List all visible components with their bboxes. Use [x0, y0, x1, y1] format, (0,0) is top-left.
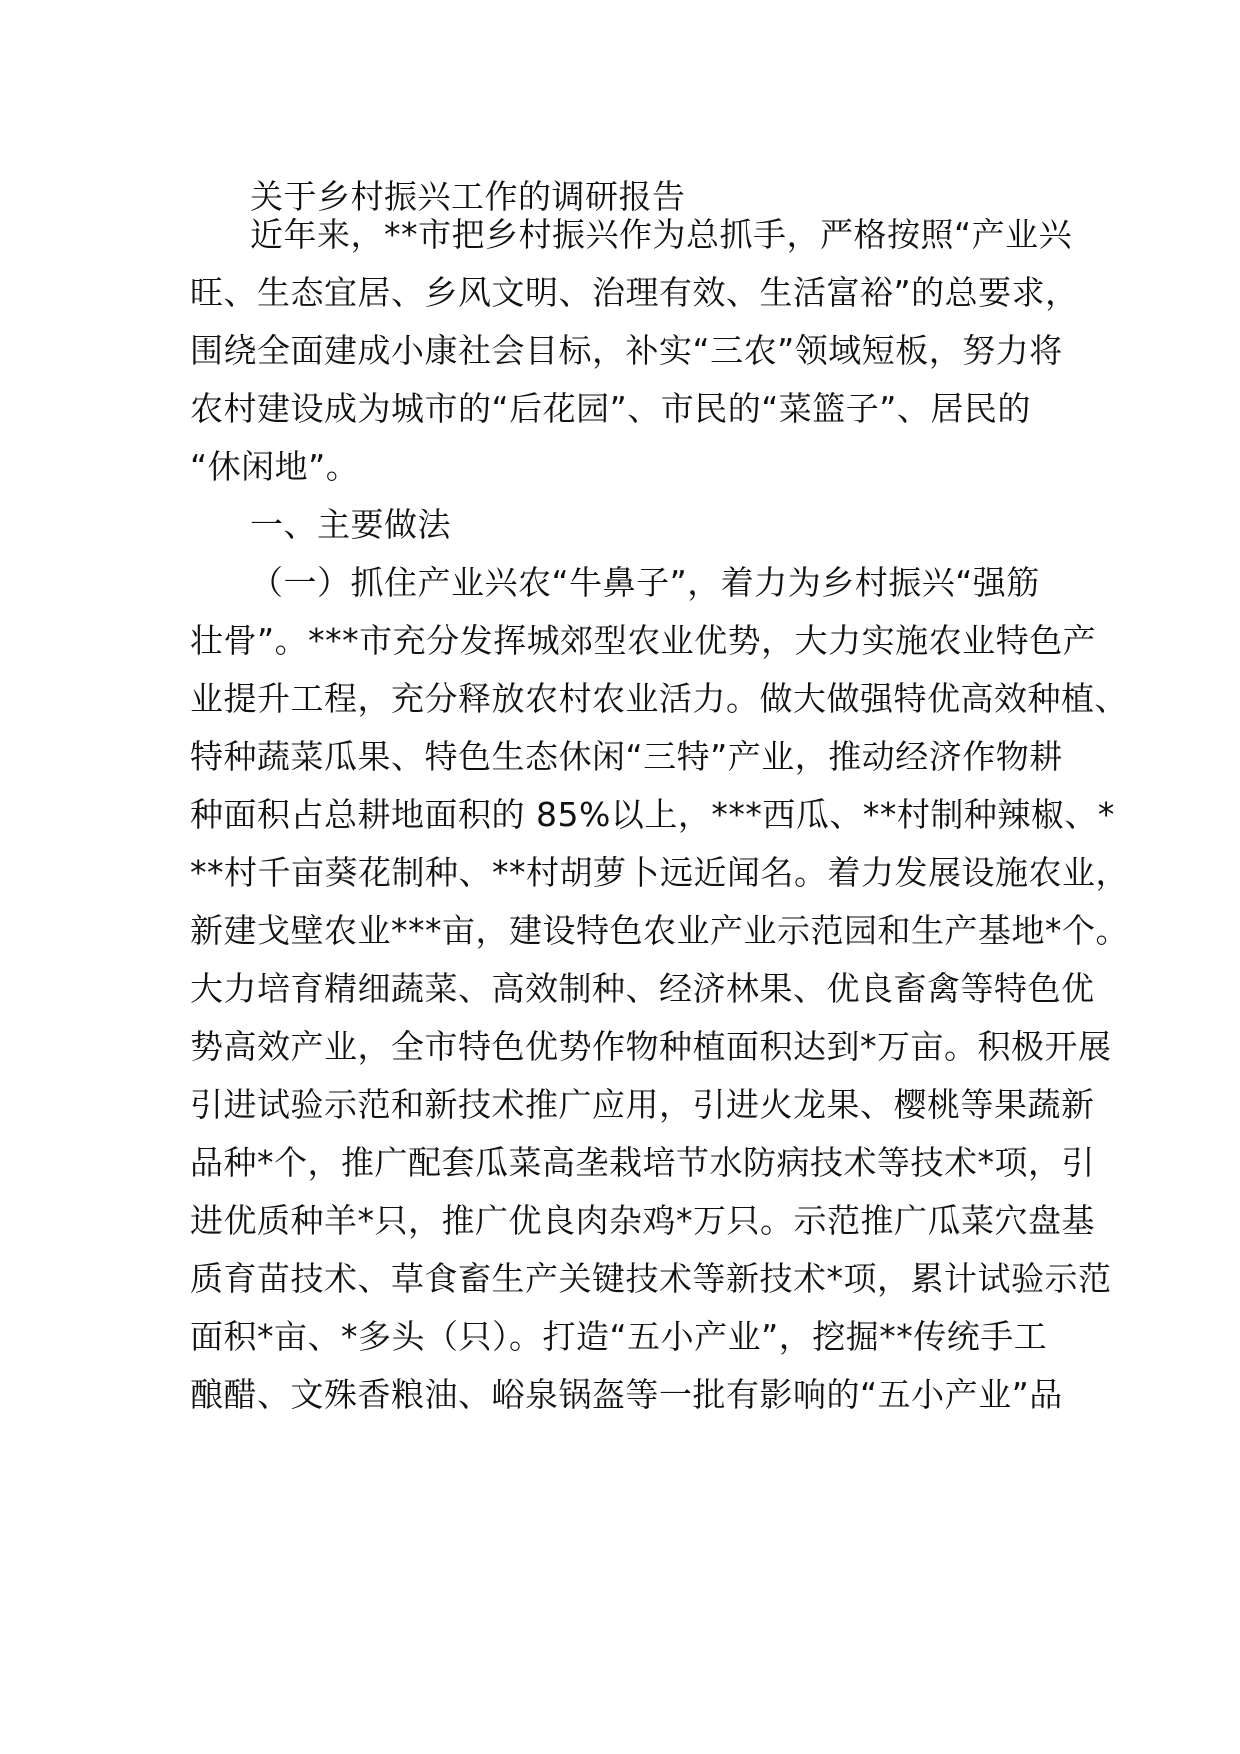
subsection-heading-line: （一）抓住产业兴农“牛鼻子”，着力为乡村振兴“强筋 — [250, 563, 1040, 602]
paragraph-line: 大力培育精细蔬菜、高效制种、经济林果、优良畜禽等特色优 — [190, 969, 1095, 1008]
paragraph-line: 势高效产业，全市特色优势作物种植面积达到*万亩。积极开展 — [190, 1027, 1112, 1066]
paragraph-line: 特种蔬菜瓜果、特色生态休闲“三特”产业，推动经济作物耕 — [190, 737, 1063, 776]
paragraph-line: 壮骨”。***市充分发挥城郊型农业优势，大力实施农业特色产 — [190, 621, 1097, 660]
paragraph-line: 品种*个，推广配套瓜菜高垄栽培节水防病技术等技术*项，引 — [190, 1143, 1095, 1182]
document-title: 关于乡村振兴工作的调研报告 — [250, 177, 686, 216]
paragraph-line: 引进试验示范和新技术推广应用，引进火龙果、樱桃等果蔬新 — [190, 1085, 1095, 1124]
paragraph-line: 新建戈壁农业***亩，建设特色农业产业示范园和生产基地*个。 — [190, 911, 1129, 950]
paragraph-line: 围绕全面建成小康社会目标，补实“三农”领域短板，努力将 — [190, 331, 1063, 370]
paragraph-line: 旺、生态宜居、乡风文明、治理有效、生活富裕”的总要求， — [190, 273, 1079, 312]
paragraph-line: “休闲地”。 — [190, 447, 360, 486]
paragraph-line: 质育苗技术、草食畜生产关键技术等新技术*项，累计试验示范 — [190, 1259, 1112, 1298]
paragraph-line: 种面积占总耕地面积的 85%以上，***西瓜、**村制种辣椒、* — [190, 795, 1115, 834]
paragraph-line: 进优质种羊*只，推广优良肉杂鸡*万只。示范推广瓜菜穴盘基 — [190, 1201, 1095, 1240]
paragraph-line: 近年来，**市把乡村振兴作为总抓手，严格按照“产业兴 — [250, 215, 1073, 254]
paragraph-line: 业提升工程，充分释放农村农业活力。做大做强特优高效种植、 — [190, 679, 1128, 718]
paragraph-line: 农村建设成为城市的“后花园”、市民的“菜篮子”、居民的 — [190, 389, 1031, 428]
paragraph-line: **村千亩葵花制种、**村胡萝卜远近闻名。着力发展设施农业， — [190, 853, 1129, 892]
section-heading: 一、主要做法 — [250, 505, 451, 544]
paragraph-line: 面积*亩、*多头（只）。打造“五小产业”，挖掘**传统手工 — [190, 1317, 1048, 1356]
paragraph-line: 酿醋、文殊香粮油、峪泉锅盔等一批有影响的“五小产业”品 — [190, 1375, 1063, 1414]
